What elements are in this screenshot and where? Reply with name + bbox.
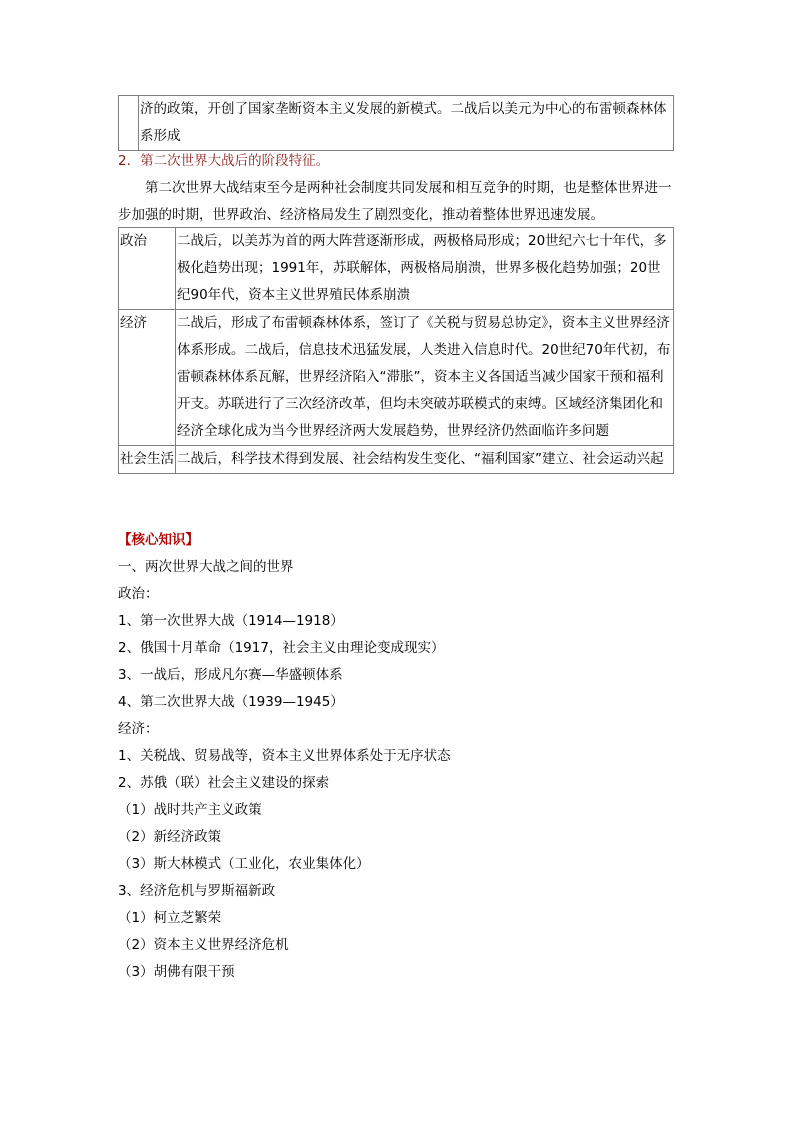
row-label-economy: 经济 (119, 310, 176, 446)
section-heading-postwar: 2．第二次世界大战后的阶段特征。 (118, 153, 330, 169)
table-cell-text: 济的政策，开创了国家垄断资本主义发展的新模式。二战后以美元为中心的布雷顿森林体系形成 (139, 96, 674, 151)
section-heading-interwar: 一、两次世界大战之间的世界 (118, 559, 294, 575)
row-text-economy: 二战后，形成了布雷顿森林体系，签订了《关税与贸易总协定》，资本主义世界经济体系形成。二战后，信息技术迅猛发展，人类进入信息时代。20世纪70年代初，布雷顿森林体系瓦解，世界经济陷入“滞胀”，资本主义各国适当减少国家干预和福利开支。苏联进行了三次经济改革，但均未突破苏联模式的束缚。区域经济集团化和经济全球化成为当今世界经济两大发展趋势，世界经济仍然面临许多问题 (176, 310, 674, 446)
row-label-society: 社会生活 (119, 446, 176, 474)
list-item: （2）资本主义世界经济危机 (118, 937, 289, 953)
list-item: （3）胡佛有限干预 (118, 964, 235, 980)
postwar-features-table (118, 227, 674, 474)
row-text-society: 二战后，科学技术得到发展、社会结构发生变化、“福利国家”建立、社会运动兴起 (176, 446, 674, 474)
list-item: 1、第一次世界大战（1914—1918） (118, 613, 344, 629)
list-item: 3、经济危机与罗斯福新政 (118, 883, 276, 899)
table-row (119, 228, 674, 310)
list-item: 1、关税战、贸易战等，资本主义世界体系处于无序状态 (118, 748, 451, 764)
list-item: （3）斯大林模式（工业化，农业集体化） (118, 856, 370, 872)
list-item: 3、一战后，形成凡尔赛—华盛顿体系 (118, 667, 343, 683)
table-row (119, 446, 674, 474)
list-item: 政治： (118, 586, 159, 602)
core-knowledge-heading: 【核心知识】 (118, 532, 199, 548)
table-row (119, 96, 674, 151)
continuation-table (118, 95, 674, 151)
list-item: 2、苏俄（联）社会主义建设的探索 (118, 775, 330, 791)
section-paragraph: 第二次世界大战结束至今是两种社会制度共同发展和相互竞争的时期，也是整体世界进一步加强的时期，世界政治、经济格局发生了剧烈变化，推动着整体世界迅速发展。 (118, 180, 672, 223)
list-item: （1）战时共产主义政策 (118, 802, 262, 818)
list-item: （1）柯立芝繁荣 (118, 910, 222, 926)
row-text-politics: 二战后，以美苏为首的两大阵营逐渐形成，两极格局形成；20世纪六七十年代，多极化趋势出现；1991年，苏联解体，两极格局崩溃，世界多极化趋势加强；20世纪90年代，资本主义世界殖民体系崩溃 (176, 228, 674, 310)
list-item: 4、第二次世界大战（1939—1945） (118, 694, 344, 710)
list-item: 2、俄国十月革命（1917，社会主义由理论变成现实） (118, 640, 445, 656)
list-item: 经济： (118, 721, 159, 737)
table-row (119, 310, 674, 446)
table-cell-empty (119, 96, 139, 151)
row-label-politics: 政治 (119, 228, 176, 310)
list-item: （2）新经济政策 (118, 829, 222, 845)
